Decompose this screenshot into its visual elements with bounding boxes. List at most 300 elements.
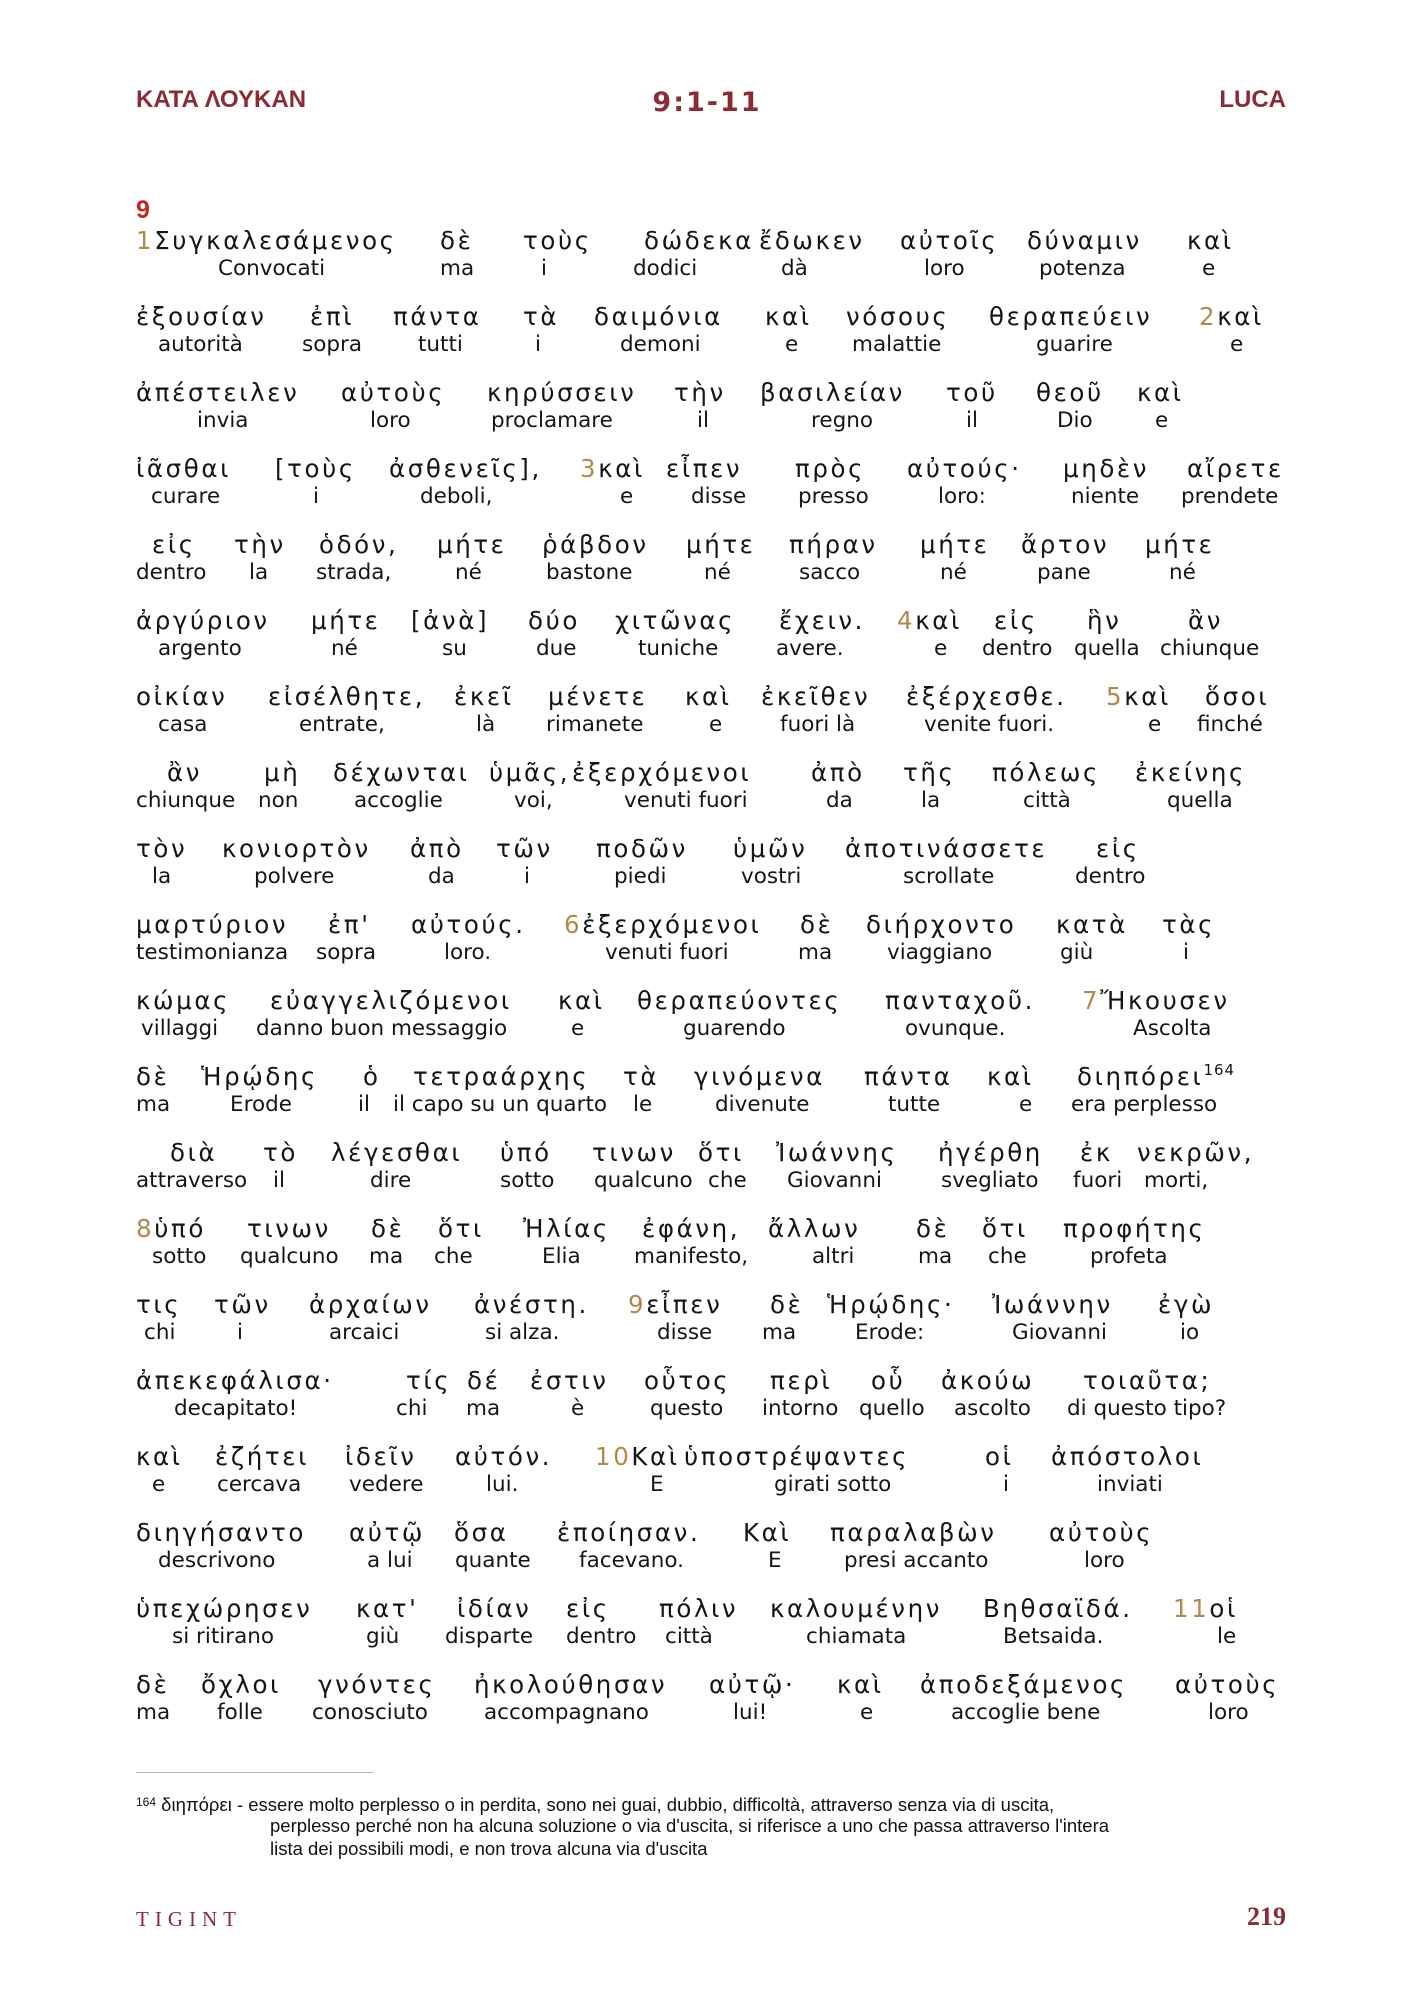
italian-gloss: che (708, 1168, 747, 1193)
italian-gloss: i (535, 332, 541, 357)
greek-word-text: χιτῶνας (615, 606, 736, 635)
greek-word (1056, 910, 1128, 939)
greek-word-text: τίς (406, 1366, 452, 1395)
italian-gloss: il (358, 1092, 370, 1117)
italian-gloss: arcaici (329, 1320, 400, 1345)
italian-gloss: Elia (542, 1244, 581, 1269)
italian-gloss: era perplesso (1071, 1092, 1218, 1117)
italian-gloss: accoglie bene (951, 1700, 1101, 1725)
italian-gloss: ascolto (954, 1396, 1031, 1421)
italian-gloss: dentro (566, 1624, 637, 1649)
greek-word (406, 1366, 451, 1395)
greek-word-text: μήτε (437, 530, 507, 559)
greek-word (1135, 758, 1246, 787)
greek-word (770, 1366, 832, 1395)
greek-word (474, 1290, 589, 1319)
greek-word-text: Καὶ (743, 1518, 792, 1547)
greek-word-text: καὶ (1137, 378, 1184, 407)
italian-gloss: polvere (254, 864, 335, 889)
greek-word-text: ὄχλοι (201, 1670, 281, 1699)
greek-word-text: καὶ (915, 606, 962, 635)
greek-word (136, 1442, 183, 1471)
greek-word-text: μηδὲν (1063, 454, 1150, 483)
greek-word-text: δύο (528, 606, 580, 635)
italian-gloss: casa (158, 712, 208, 737)
greek-word (628, 1290, 722, 1319)
greek-word (523, 226, 592, 255)
header-book-title-italian: LUCA (1219, 86, 1286, 113)
greek-word-text: αὐτῷ (349, 1518, 425, 1547)
italian-gloss: e (1230, 332, 1244, 357)
greek-word-text: ποδῶν (596, 834, 688, 863)
footnote (136, 1791, 1286, 1816)
greek-word-text: δέχωνται (333, 758, 470, 787)
italian-gloss: disse (691, 484, 747, 509)
greek-word-text: Ἰωάννην (992, 1290, 1113, 1319)
italian-gloss: E (768, 1548, 782, 1573)
italian-gloss: vedere (349, 1472, 424, 1497)
greek-word (1188, 606, 1223, 635)
italian-gloss: sotto (152, 1244, 207, 1269)
greek-word (864, 1062, 953, 1091)
greek-word-text: ὑποστρέψαντες (684, 1442, 910, 1471)
italian-gloss: presi accanto (844, 1548, 989, 1573)
greek-word-text: ἀκούω (941, 1366, 1035, 1395)
greek-word (642, 1214, 740, 1243)
italian-gloss: la (152, 864, 172, 889)
greek-word (489, 758, 570, 787)
greek-word (331, 1138, 462, 1167)
italian-gloss: descrivono (158, 1548, 276, 1573)
italian-gloss: il capo su un quarto (393, 1092, 608, 1117)
greek-word (170, 1138, 217, 1167)
greek-word-text: ἀπόστολοι (1051, 1442, 1204, 1471)
greek-word-text: τὰς (1162, 910, 1216, 939)
footnote-line-2: perplesso perché non ha alcuna soluzione o via d'uscita, si riferisce a uno che passa attraverso l'intera (270, 1815, 1110, 1836)
italian-gloss: là (476, 712, 496, 737)
italian-gloss: conosciuto (312, 1700, 428, 1725)
italian-gloss: le (1217, 1624, 1237, 1649)
italian-gloss: curare (151, 484, 221, 509)
footnote-line-1: διηπόρει - essere molto perplesso o in perdita, sono nei guai, dubbio, difficoltà, attraverso senza via di uscita, (161, 1794, 1055, 1815)
italian-gloss: loro (1084, 1548, 1125, 1573)
greek-word-text: εἰς (1096, 834, 1140, 863)
greek-word (686, 530, 756, 559)
italian-gloss: dentro (1075, 864, 1146, 889)
italian-gloss: né (455, 560, 482, 585)
greek-word-text: πάντα (393, 302, 482, 331)
greek-word-text: ὅτι (982, 1214, 1028, 1243)
greek-word-text: εἰς (994, 606, 1038, 635)
greek-word-text: τῶν (214, 1290, 271, 1319)
italian-gloss: il (697, 408, 709, 433)
greek-word (1087, 606, 1121, 635)
italian-gloss: attraverso (136, 1168, 248, 1193)
greek-word (1027, 226, 1142, 255)
greek-word-text: ἀνέστη. (474, 1290, 589, 1319)
greek-word (247, 1214, 331, 1243)
interlinear-line (0, 606, 1414, 676)
greek-word-text: μένετε (548, 682, 648, 711)
italian-gloss: e (152, 1472, 166, 1497)
greek-word-text: καὶ (598, 454, 645, 483)
greek-word-text: δὲ (136, 1062, 170, 1091)
verse-number: 6 (564, 910, 583, 939)
greek-word-text: εἰς (566, 1594, 610, 1623)
greek-word-text: ἀπεκεφάλισα· (136, 1366, 334, 1395)
greek-word (694, 1062, 825, 1091)
greek-word-text: αὐτούς· (907, 454, 1022, 483)
greek-word (760, 378, 905, 407)
italian-gloss: divenute (715, 1092, 810, 1117)
greek-word-text: ἄλλων (768, 1214, 861, 1243)
italian-gloss: intorno (762, 1396, 839, 1421)
greek-word-text: αὐτῷ· (709, 1670, 796, 1699)
greek-word-text: δὲ (800, 910, 834, 939)
greek-word (989, 302, 1152, 331)
italian-gloss: facevano. (579, 1548, 684, 1573)
greek-word-text: Ἠλίας (523, 1214, 610, 1243)
interlinear-line (0, 682, 1414, 752)
italian-gloss: sacco (799, 560, 861, 585)
italian-gloss: loro (924, 256, 965, 281)
greek-word-text: ὁ (363, 1062, 381, 1091)
greek-word (644, 1366, 730, 1395)
greek-word-text: αὐτοὺς (1175, 1670, 1280, 1699)
italian-gloss: Betsaida. (1003, 1624, 1104, 1649)
greek-word-text: ὑμῶν (733, 834, 808, 863)
italian-gloss: scrollate (903, 864, 995, 889)
greek-word-text: μὴ (264, 758, 301, 787)
greek-word (580, 454, 645, 483)
greek-word (1158, 1290, 1214, 1319)
greek-word-text: περὶ (770, 1366, 833, 1395)
greek-word (467, 1366, 500, 1395)
interlinear-line (0, 378, 1414, 448)
greek-word-text: δαιμόνια (594, 302, 723, 331)
greek-word-text: τις (136, 1290, 182, 1319)
greek-word (830, 1518, 997, 1547)
greek-word (761, 682, 870, 711)
greek-word-text: δέ (467, 1366, 501, 1395)
italian-gloss: prendete (1181, 484, 1279, 509)
italian-gloss: e (709, 712, 723, 737)
interlinear-line (0, 834, 1414, 904)
greek-word-text: οὗ (871, 1366, 906, 1395)
greek-word (906, 682, 1067, 711)
italian-gloss: di questo tipo? (1067, 1396, 1227, 1421)
italian-gloss: finché (1197, 712, 1263, 737)
greek-word-text: ἐκ (1080, 1138, 1113, 1167)
greek-word-text: καὶ (987, 1062, 1034, 1091)
greek-word-text: ἐξερχόμενοι (572, 758, 752, 787)
greek-word (1083, 1366, 1211, 1395)
greek-word (592, 1138, 676, 1167)
greek-word (454, 682, 514, 711)
greek-word-text: ὑπό (500, 1138, 552, 1167)
italian-gloss: autorità (158, 332, 243, 357)
greek-word-text: διήρχοντο (866, 910, 1017, 939)
greek-word-text: ἀποτινάσσετε (845, 834, 1048, 863)
greek-word-text: ἐξερχόμενοι (582, 910, 762, 939)
greek-word (1205, 682, 1269, 711)
greek-word (1187, 454, 1284, 483)
greek-word-text: οἱ (1209, 1594, 1238, 1623)
greek-word-text: δὲ (440, 226, 474, 255)
greek-word (275, 454, 356, 483)
greek-word-text: δὲ (371, 1214, 405, 1243)
greek-word (411, 910, 526, 939)
italian-gloss: né (940, 560, 967, 585)
greek-word-text: ἂν (1188, 606, 1224, 635)
greek-word-text: εἰσέλθητε, (268, 682, 426, 711)
italian-gloss: ma (918, 1244, 953, 1269)
verse-number: 2 (1199, 302, 1218, 331)
interlinear-line (0, 758, 1414, 828)
italian-gloss: dentro (136, 560, 207, 585)
verse-number: 8 (136, 1214, 155, 1243)
greek-word (201, 1670, 281, 1699)
greek-word (234, 530, 286, 559)
greek-word (637, 986, 841, 1015)
greek-word (136, 834, 187, 863)
greek-word (136, 606, 270, 635)
italian-gloss: ma (136, 1700, 171, 1725)
greek-word (167, 758, 202, 787)
greek-word-text: ὑπό (154, 1214, 206, 1243)
italian-gloss: entrate, (299, 712, 385, 737)
greek-word-text: ἔχειν. (779, 606, 866, 635)
greek-word (437, 530, 507, 559)
italian-gloss: loro. (444, 940, 492, 965)
italian-gloss: e (1019, 1092, 1033, 1117)
greek-word (595, 1442, 680, 1471)
greek-word-text: διηγήσαντο (136, 1518, 306, 1547)
italian-gloss: qualcuno (594, 1168, 693, 1193)
greek-word-text: γνόντες (318, 1670, 436, 1699)
interlinear-line (0, 1518, 1414, 1588)
greek-word (992, 1290, 1113, 1319)
greek-word (136, 1062, 169, 1091)
italian-gloss: venite fuori. (924, 712, 1055, 737)
italian-gloss: da (428, 864, 455, 889)
greek-word (837, 1670, 884, 1699)
italian-gloss: manifesto, (634, 1244, 749, 1269)
italian-gloss: piedi (614, 864, 667, 889)
italian-gloss: e (1202, 256, 1216, 281)
greek-word-text: ἠγέρθη (938, 1138, 1043, 1167)
italian-gloss: ovunque. (905, 1016, 1006, 1041)
greek-word (866, 910, 1016, 939)
interlinear-line (0, 1290, 1414, 1360)
greek-word (1145, 530, 1215, 559)
italian-gloss: la (921, 788, 941, 813)
greek-word (438, 1214, 484, 1243)
italian-gloss: i (1183, 940, 1189, 965)
greek-word (666, 454, 742, 483)
greek-word (985, 1442, 1013, 1471)
greek-word (845, 834, 1047, 863)
greek-word (1036, 378, 1104, 407)
italian-gloss: potenza (1039, 256, 1126, 281)
italian-gloss: profeta (1090, 1244, 1168, 1269)
italian-gloss: due (536, 636, 577, 661)
italian-gloss: Erode: (855, 1320, 925, 1345)
greek-word-text: Συγκαλεσάμενος (154, 226, 397, 255)
greek-word-text: τὴν (234, 530, 286, 559)
greek-word-text: ὅτι (698, 1138, 744, 1167)
italian-gloss: ma (369, 1244, 404, 1269)
verse-number: 11 (1173, 1594, 1210, 1623)
interlinear-line (0, 986, 1414, 1056)
italian-gloss: loro (370, 408, 411, 433)
greek-word-text: ἀσθενεῖς], (389, 454, 542, 483)
footnote-number: 164 (136, 1795, 157, 1809)
greek-word-text: κηρύσσειν (487, 378, 637, 407)
interlinear-line (0, 1670, 1414, 1740)
greek-word-text: τὸ (263, 1138, 298, 1167)
italian-gloss: i (237, 1320, 243, 1345)
italian-gloss: bastone (546, 560, 633, 585)
greek-word-text: ἐκεῖ (454, 682, 514, 711)
italian-gloss: i (541, 256, 547, 281)
greek-word-text: τοὺς (523, 226, 592, 255)
greek-word (136, 1518, 306, 1547)
greek-word (776, 1138, 897, 1167)
greek-word-text: ἐξέρχεσθε. (906, 682, 1067, 711)
verse-number: 4 (897, 606, 916, 635)
greek-word (596, 834, 688, 863)
italian-gloss: e (1155, 408, 1169, 433)
greek-word-text: Ἡρῴδης (201, 1062, 319, 1091)
greek-word (393, 302, 482, 331)
verse-number: 3 (580, 454, 599, 483)
greek-word (916, 1214, 949, 1243)
greek-word (994, 606, 1038, 635)
italian-gloss: questo (650, 1396, 724, 1421)
greek-word (983, 1594, 1133, 1623)
greek-word (1173, 1594, 1238, 1623)
greek-word-text: ἀρχαίων (309, 1290, 432, 1319)
greek-word-text: νόσους (846, 302, 950, 331)
greek-word (557, 1518, 700, 1547)
greek-word (897, 606, 962, 635)
greek-word-text: πόλεως (992, 758, 1100, 787)
greek-word (500, 1138, 552, 1167)
greek-word (496, 834, 553, 863)
greek-word (530, 1366, 609, 1395)
greek-word-text: γινόμενα (694, 1062, 825, 1091)
greek-word-text: προφήτης (1063, 1214, 1206, 1243)
greek-word (684, 1442, 909, 1471)
greek-word-text: μήτε (311, 606, 381, 635)
greek-word-text: ἰδεῖν (345, 1442, 417, 1471)
greek-word-text: αὐτοὺς (341, 378, 446, 407)
greek-word (765, 302, 812, 331)
italian-gloss: sopra (302, 332, 363, 357)
greek-word (907, 454, 1022, 483)
italian-gloss: ma (762, 1320, 797, 1345)
greek-word (846, 302, 949, 331)
italian-gloss: danno buon messaggio (256, 1016, 508, 1041)
greek-word (270, 986, 512, 1015)
italian-gloss: proclamare (491, 408, 613, 433)
italian-gloss: Giovanni (787, 1168, 882, 1193)
greek-word (319, 530, 398, 559)
greek-word (215, 1442, 309, 1471)
greek-word (349, 1518, 425, 1547)
greek-word (770, 1290, 803, 1319)
greek-word-text: ὅσα (454, 1518, 509, 1547)
greek-word (136, 1670, 169, 1699)
greek-word (201, 1062, 318, 1091)
greek-word-text: ἀργύριον (136, 606, 270, 635)
greek-word (1077, 1062, 1235, 1091)
greek-word (768, 1214, 860, 1243)
greek-word-text: αὐτούς. (411, 910, 526, 939)
greek-word-text: ἐξουσίαν (136, 302, 267, 331)
greek-word-text: καὶ (1124, 682, 1171, 711)
italian-gloss: lui. (486, 1472, 519, 1497)
greek-word (214, 1290, 271, 1319)
greek-word (941, 1366, 1034, 1395)
greek-word (795, 454, 865, 483)
greek-word-text: τινων (592, 1138, 676, 1167)
greek-word-text: ἀποδεξάμενος (920, 1670, 1128, 1699)
italian-gloss: avere. (776, 636, 844, 661)
greek-word (371, 1214, 404, 1243)
greek-word-text: πάντα (864, 1062, 953, 1091)
italian-gloss: e (1148, 712, 1162, 737)
italian-gloss: presso (798, 484, 869, 509)
greek-word (770, 1594, 942, 1623)
greek-word (1063, 454, 1149, 483)
greek-word-text: αὐτόν. (455, 1442, 553, 1471)
italian-gloss: fuori là (780, 712, 856, 737)
greek-word-text: αἴρετε (1187, 454, 1284, 483)
greek-word (341, 378, 445, 407)
greek-word-text: πρὸς (795, 454, 866, 483)
italian-gloss: quella (1074, 636, 1140, 661)
greek-word (356, 1594, 418, 1623)
greek-word (903, 758, 955, 787)
italian-gloss: ma (136, 1092, 171, 1117)
italian-gloss: guarendo (683, 1016, 786, 1041)
italian-gloss: qualcuno (240, 1244, 339, 1269)
italian-gloss: ma (440, 256, 475, 281)
header-chapter-verses: 9:1-11 (652, 87, 762, 118)
verse-number: 5 (1106, 682, 1125, 711)
italian-gloss: Giovanni (1012, 1320, 1107, 1345)
greek-word (1162, 910, 1215, 939)
italian-gloss: dà (781, 256, 808, 281)
italian-gloss: sopra (316, 940, 377, 965)
italian-gloss: quella (1167, 788, 1233, 813)
greek-word-text: θεραπεύειν (989, 302, 1153, 331)
italian-gloss: testimonianza (136, 940, 289, 965)
greek-word (811, 758, 865, 787)
greek-word-text: ἐκείνης (1135, 758, 1247, 787)
greek-word (1187, 226, 1234, 255)
greek-word-text: ὁδόν, (319, 530, 399, 559)
greek-word (310, 302, 354, 331)
italian-gloss: folle (217, 1700, 263, 1725)
greek-word (264, 758, 300, 787)
greek-word-text: ἂν (167, 758, 203, 787)
greek-word-text: δώδεκα (644, 226, 754, 255)
interlinear-line (0, 454, 1414, 524)
greek-word (1137, 1138, 1254, 1167)
